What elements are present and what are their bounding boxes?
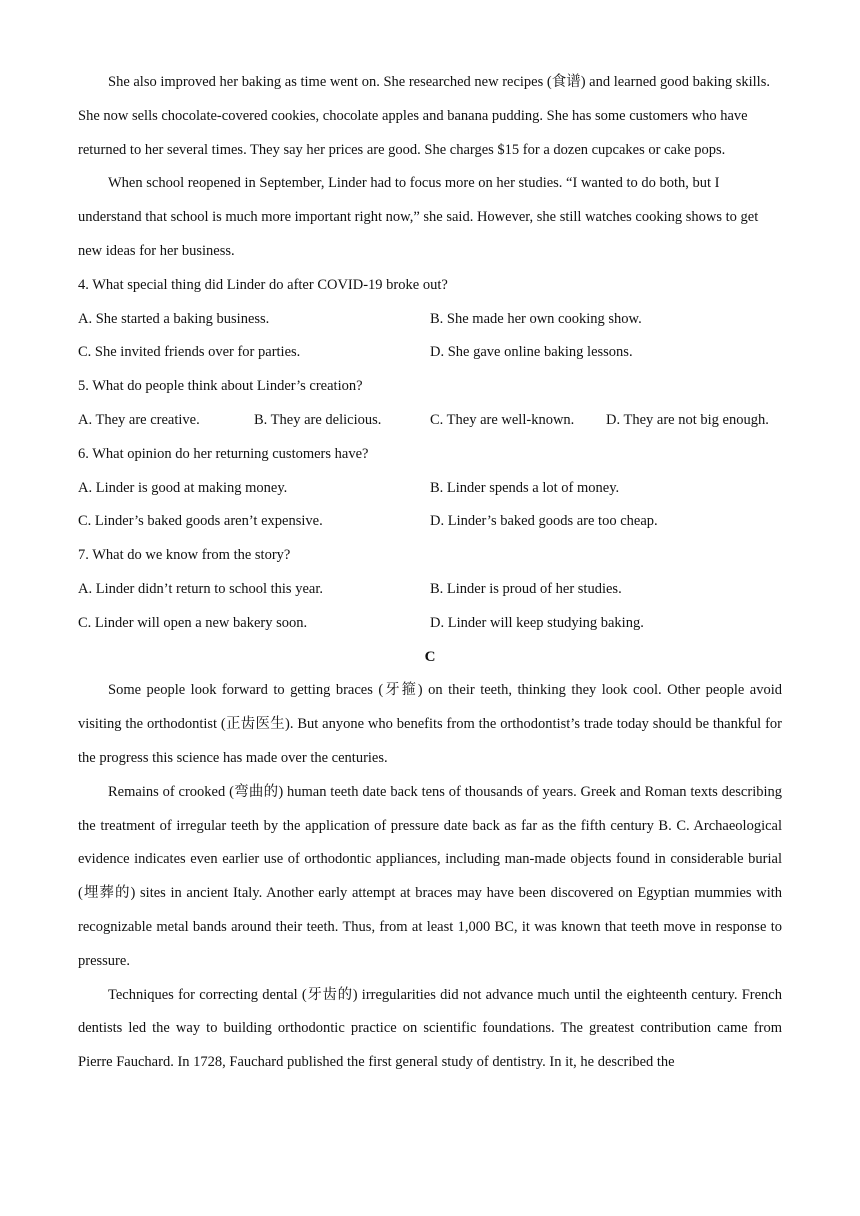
option-a: A. They are creative. (78, 411, 200, 428)
option-c: C. Linder will open a new bakery soon. (78, 614, 308, 631)
question-stem: 5. What do people think about Linder’s creation? (78, 378, 363, 395)
question-options (78, 404, 782, 438)
option-d: D. They are not big enough. (606, 411, 769, 428)
option-d: D. Linder’s baked goods are too cheap. (430, 513, 658, 530)
option-a: A. Linder is good at making money. (78, 479, 288, 496)
option-b: B. Linder spends a lot of money. (430, 479, 620, 496)
option-c: C. Linder’s baked goods aren’t expensive. (78, 513, 323, 530)
question-options (78, 573, 782, 641)
question-options (78, 472, 782, 540)
option-d: D. Linder will keep studying baking. (430, 614, 644, 631)
section-heading: C (424, 648, 436, 665)
question-stem: 7. What do we know from the story? (78, 547, 291, 564)
question-stem: 4. What special thing did Linder do after COVID-19 broke out? (78, 276, 448, 293)
question-options (78, 303, 782, 371)
option-c: C. She invited friends over for parties. (78, 344, 301, 361)
passage-paragraph: When school reopened in September, Linder had to focus more on her studies. “I wanted to do both, but I understand that school is much more important right now,” she said. However, she still watches cooking shows to get new ideas for her business. (78, 175, 759, 259)
option-a: A. Linder didn’t return to school this year. (78, 580, 323, 597)
option-b: B. They are delicious. (254, 411, 382, 428)
option-b: B. She made her own cooking show. (430, 310, 642, 327)
passage-paragraph: Remains of crooked (弯曲的) human teeth date back tens of thousands of years. Greek and Roman texts describing the treatment of irregular teeth by the application of pressure date back as far as the fifth century B. C. Archaeological evidence indicates even earlier use of orthodontic appliances, including man-made objects found in considerable burial (埋葬的) sites in ancient Italy. Another early attempt at braces may have been discovered on Egyptian mummies with recognizable metal bands around their teeth. Thus, from at least 1,000 BC, it was known that teeth move in response to pressure. (78, 783, 782, 969)
option-a: A. She started a baking business. (78, 310, 270, 327)
option-d: D. She gave online baking lessons. (430, 344, 633, 361)
passage-paragraph: Some people look forward to getting braces (牙箍) on their teeth, thinking they look cool. Other people avoid visiting the orthodontist (正齿医生). But anyone who benefits from the orthodontist’s trade today should be thankful for the progress this science has made over the centuries. (78, 682, 782, 766)
document-page (78, 66, 782, 1080)
passage-paragraph: Techniques for correcting dental (牙齿的) irregularities did not advance much until the eighteenth century. French dentists led the way to building orthodontic practice on scientific foundations. The greatest contribution came from Pierre Fauchard. In 1728, Fauchard published the first general study of dentistry. In it, he described the (78, 986, 782, 1071)
question-stem: 6. What opinion do her returning customers have? (78, 445, 369, 462)
option-b: B. Linder is proud of her studies. (430, 580, 622, 597)
passage-paragraph: She also improved her baking as time went on. She researched new recipes (食谱) and learned good baking skills. She now sells chocolate-covered cookies, chocolate apples and banana pudding. She has some customers who have returned to her several times. They say her prices are good. She charges $15 for a dozen cupcakes or cake pops. (78, 74, 770, 158)
option-c: C. They are well-known. (430, 411, 575, 428)
